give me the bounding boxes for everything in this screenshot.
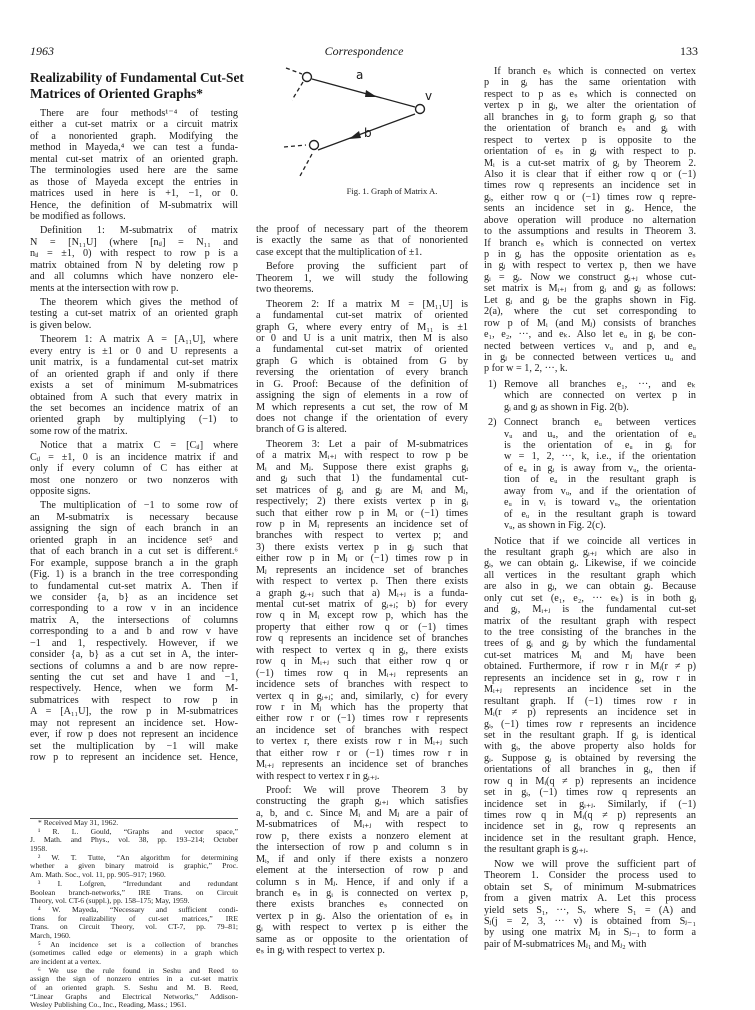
text-line: by using one matrix Mⱼ in Sⱼ₋₁ to form a [484,927,696,939]
text-line: ever, if row p does not represent an incidence [30,729,238,741]
text-line: may not represent an incidence set. How- [30,717,238,729]
text-line: the intersection of row p and column s in [256,842,468,854]
text-line: either row p in Mⱼ or (−1) times row p in [256,553,468,565]
text-line: Hence, the definition of M-submatrix will [30,199,238,211]
text-line: Also it is clear that if either row q or (−1) [484,168,696,180]
footnote-line: (sometimes called edge or elements) in a graph which [30,949,238,958]
text-line: incidence set in the resultant graph. Hence, [484,832,696,844]
text-line: Mᵢ and Mⱼ. Suppose there exist graphs gᵢ [256,461,468,473]
text-line: or 0 and U is a unit matrix, then M is also [256,332,468,344]
text-line: set matrices of gᵢ and gⱼ are Mᵢ and Mⱼ, [256,484,468,496]
right-column [484,66,696,950]
text-line: respectively; 2) there exists vertex p in gᵢ [256,496,468,508]
text-line: all branches in gᵢ to form graph gᵢ so that [484,111,696,123]
text-line: graph Ḡ which is obtained from G by [256,355,468,367]
text-line: branches with respect to vertex p; and [256,530,468,542]
text-line: with respect to vertex q in gᵢ, there exists [256,644,468,656]
text-line: of a nonoriented graph. Modifying the [30,130,238,142]
text-line: resultant graph. If (−1) times row r in [484,695,696,707]
text-line: 2(a), where the cut set corresponding to [484,306,696,318]
text-line: and gⱼ such that 1) the fundamental cut- [256,473,468,485]
text-line: opposite signs. [30,486,91,497]
article-title-line: Realizability of Fundamental Cut-Set [30,70,244,85]
text-line: element at the intersection of row p and [256,865,468,877]
text-line: Mᵢ₊ⱼ represents an incidence set of branches [256,759,468,771]
text-line: nected between vertices vᵤ and p, and eᵤ [484,340,696,352]
text-line: row q in Mᵢ(q ≠ p) represents an incidence [484,775,696,787]
text-line: the orientation of branch eₛ and gᵢ with [484,123,696,135]
text-line: row q represents an incidence set of branches [256,633,468,645]
text-line: consider {a, b} as a cut set in A, the inter- [30,649,238,661]
text-line: Remove all branches e₁, ···, and eₖ [504,378,696,390]
text-line: If branch eₛ which is connected on vertex [484,237,696,249]
text-line: graph G, where every entry of M₁₁ is ±1 [256,321,468,333]
text-line: only if every column of C has either at [30,463,238,475]
text-line: and gⱼ, Mᵢ₊ⱼ is the fundamental cut-set [484,604,696,616]
text-line: to fundamental cut-set matrix A. Then if [30,580,238,592]
text-line: Now we will prove the sufficient part of [494,858,696,870]
text-line: row p of Mᵢ (and Mⱼ) consists of branches [484,317,696,329]
page-number: 133 [680,44,698,58]
text-line: Theorem 2: If a matrix M = [M₁₁U] is [266,298,468,310]
text-line: For example, suppose branch a in the graph [30,557,238,569]
text-line: constructing the graph gᵢ₊ⱼ which satisfies [256,796,468,808]
text-line: mental cut-set matrix of an oriented graph. [30,153,238,165]
footnote-line: ⁶ We use the rule found in Seshu and Reed to [38,966,238,975]
vertex-node [310,141,319,150]
figure-1 [282,66,482,216]
text-line: we consider {a, b} as an incidence set [30,591,238,603]
text-line: gᵢ. Suppose gᵢ is obtained by reversing the [484,752,696,764]
footnote-line: Am. Math. Soc., vol. 11, pp. 905–917; 1960. [30,871,166,880]
text-line: gᵢ, either row q or (−1) times row q repre- [484,191,696,203]
edge-label-a: a [356,68,364,82]
footnote-line: * Received May 31, 1962. [38,819,119,827]
text-line: that of each branch in a cut set is different.⁶ [30,546,238,558]
text-line: testing a cut-set matrix of an oriented graph [30,308,238,320]
edge-label-b: b [364,126,372,140]
text-line: cut-set matrices Mᵢ and Mⱼ have been [484,649,696,661]
text-line: from a given matrix A. Let this process [484,893,696,905]
text-line: times row q represents an incidence set in [484,180,696,192]
text-line: If branch eₛ which is connected on vertex [494,66,696,77]
text-line: matrices used in here is +1, −1, or 0. [30,188,238,200]
text-line: incidence sets of branches with respect to [256,679,468,691]
text-line: the set becomes an incidence matrix of an [30,402,238,414]
text-line: Theorem 1, we will study the following [256,272,468,284]
text-line: set matrix is Mᵢ₊ⱼ from gᵢ and gⱼ as follows: [484,283,696,295]
running-header [30,44,698,60]
text-line: assigning the sign of each branch in an [30,523,238,535]
header-section: Correspondence [324,44,404,58]
text-line: all vertices in the resultant graph which [484,569,696,581]
text-line: is exactly the same as that of nonoriented [256,235,468,247]
text-line: −1 and 1, respectively. However, if we [30,637,238,649]
text-line: branch eₛ in gᵢ is connected on vertex p, [256,887,468,899]
text-line: to vertex r, there exists row r in Mᵢ₊ⱼ such [256,736,468,748]
text-line: either a cut-set matrix or a circuit matrix [30,119,238,131]
right-column-continuation [484,536,696,951]
text-line: Connect branch eᵤ between vertices [504,417,696,429]
text-line: 3) there exists vertex p in gⱼ such that [256,541,468,553]
footnote-line: of an oriented graph. S. Seshu and M. B. Reed, [30,984,238,993]
text-line: incidence set in gᵢ, row q represents an [484,821,696,833]
footnote-line: ² W. T. Tutte, “An algorithm for determining [38,853,238,862]
text-line: pair of M-submatrices Mⱼ₁ and Mⱼ₂ with [484,938,647,950]
text-line: assigning the sign of elements in a row of [256,390,468,402]
text-line: Cᵢⱼ = ±1, 0 is an incidence matrix if and [30,451,238,463]
footnote-line: assign the sign of nonzero entries in a cut-set matrix [30,975,238,984]
vertex-node-v [416,105,425,114]
text-line: in gⱼ be connected between vertices uᵤ and [484,351,696,363]
text-line: a graph gᵢ₊ⱼ such that a) Mᵢ₊ⱼ is a funda- [256,587,468,599]
text-line: gᵢ, (−1) times row r represents an incidence [484,718,696,730]
text-line: The theorem which gives the method of [40,297,238,308]
text-line: Definition 1: M-submatrix of matrix [40,225,238,237]
text-line: orientation of eₛ in gⱼ with respect to p. [484,146,696,158]
footnote-line: Wesley Publishing Co., Inc., Reading, Mass.; 1961. [30,1001,187,1010]
footnote-line: are incident at a vertex. [30,958,102,966]
text-line: times row q in Mᵢ(q ≠ p) represents an [484,810,696,821]
text-line: eₛ in gⱼ with respect to vertex p. [256,945,385,957]
text-line: set the multiplication by −1 will make [30,740,238,752]
text-line: reversing the orientation of every branch [256,367,468,379]
text-line: exists a set of minimum M-submatrices [30,380,238,392]
text-line: (Fig. 1) is a branch in the tree corresponding [30,569,238,581]
text-line: Theorem 1. Consider the process used to [484,870,696,882]
text-line: respectively. Hence, when we form M- [30,683,238,695]
header-year: 1963 [30,44,54,58]
text-line: an incidence set of branches with respect [256,724,468,736]
text-line: sections of columns a and b are now repre- [30,660,238,672]
text-line: p for w = 1, 2, ···, k. [484,363,568,375]
text-line: of a matrix Mᵢ₊ⱼ with respect to row p be [256,450,468,462]
footnote-line: Theory, vol. CT-6 (suppl.), pp. 158–175; May, 1959. [30,897,190,906]
text-line: w = 1, 2, ···, k, i.e., if the orientation [504,451,696,463]
text-line: oriented graph in an incidence set⁵ and [30,534,238,546]
text-line: in gⱼ with respect to vertex p, then we have [484,260,696,272]
text-line: case except that the multiplication of ±1. [256,246,422,258]
procedure-step [484,379,696,413]
text-line: row q in Mᵢ₊ⱼ such that either row q or [256,656,468,668]
text-line: p in gᵢ has the opposite orientation as eₛ [484,249,696,260]
text-line: obtained. Furthermore, if row r in Mᵢ(r ≠ p) [484,661,696,673]
right-column-body [484,66,696,375]
text-line: row p to represent an incidence set. Hence, [30,752,238,764]
text-line: Before proving the sufficient part of [266,261,468,273]
text-line: gᵢ with respect to vertex p is either the [256,922,468,934]
text-line: Mᵢ₊ⱼ represents an incidence set in the [484,684,696,696]
text-line: to the tree consisting of the branches in the [484,627,696,638]
text-line: two theorems. [256,284,314,296]
text-line: be modified as follows. [30,210,126,222]
text-line: above operation will produce no alternation [484,214,696,226]
text-line: senting the cut set and have 1 and −1, [30,672,238,683]
text-line: Proof: We will prove Theorem 3 by [266,785,468,796]
text-line: sents an incidence set in gᵢ. Hence, the [484,203,696,215]
text-line: corresponding to a row v in an incidence [30,603,238,615]
text-line: A = [A₁₁U], the row p in M-submatrices [30,706,238,718]
graph-diagram [282,66,482,186]
text-line: Mᵢ(r ≠ p) represents an incidence set in [484,707,696,719]
footnote-line: whether a given binary matroid is graphic,” Proc. [30,862,238,871]
text-line: does not change if the orientation of every [256,413,468,424]
text-line: vertex p in gⱼ, we alter the orientation of [484,100,696,112]
text-line: a, b, and c. Since Mᵢ and Mⱼ are a pair of [256,807,468,819]
text-line: vertex p in gⱼ. Also the orientation of eₛ in [256,910,468,922]
text-line: of an oriented graph if and only if there [30,368,238,380]
text-line: with respect to vertex p. Then there exists [256,576,468,588]
text-line: and all columns which have nonzero ele- [30,271,238,283]
text-line: same as or opposite to the orientation of [256,933,468,945]
text-line: respect to vertex p is opposite to the [484,134,696,146]
text-line: p in gᵢ has the same orientation with [484,77,696,89]
text-line: matrix A, the intersections of columns [30,614,238,626]
text-line: Mⱼ represents an incidence set of branches [256,564,468,576]
text-line: set in the resultant graph. If gᵢ is identical [484,729,696,741]
step-number: 2) [488,417,497,429]
text-line: There are four methods¹⁻⁴ of testing [40,108,238,119]
text-line: vᵤ and uᵤ, and the orientation of eᵤ [504,428,696,440]
text-line: the resultant graph is gᵢ₊ⱼ. [484,844,589,856]
text-line: Sⱼ(j = 2, 3, ··· v) is obtained from Sⱼ₋₁ [484,915,696,927]
text-line: orientations of all branches in gᵢ, then if [484,764,696,776]
text-line: ments at the intersection with row p. [30,282,179,294]
footnote-line: ⁴ W. Mayeda, “Necessary and sufficient condi- [38,905,238,914]
text-line: gᵢ, we can obtain gᵢ. Likewise, if we coincide [484,558,696,570]
text-line: represents an incidence set in gᵢ, row r in [484,672,696,684]
text-line: is the orientation of eᵤ in gᵢ for [504,440,696,451]
text-line: corresponding to a and b and row v have [30,626,238,638]
text-line: an M-submatrix is necessary because [30,511,238,523]
article-title [30,70,244,102]
text-line: respect to p as eₛ which is connected on [484,88,696,100]
text-line: tion of eᵤ in the resultant graph is [504,474,696,486]
text-line: method in Mayeda,⁴ we can test a funda- [30,142,238,154]
text-line: a fundamental cut-set matrix of oriented [256,310,468,322]
text-line: are also in gⱼ, we can obtain gⱼ. Because [484,581,696,593]
text-line: with respect to vertex r in gᵢ₊ⱼ. [256,770,380,782]
footnotes [30,818,238,1010]
text-line: yield sets S₁, ···, Sᵥ where S₁ = (A) and [484,904,696,916]
text-line: M-submatrices of Mᵢ₊ⱼ with respect to [256,819,468,831]
text-line: every entry is ±1 or 0 and U represents a [30,345,238,357]
text-line: incidence set in gᵢ₊ⱼ. Similarly, if (−1) [484,798,696,810]
vertex-label-v: v [425,89,433,103]
text-line: submatrices with respect to row p in [30,694,238,706]
article-title-line: Matrices of Oriented Graphs* [30,86,203,101]
text-line: unit matrix, is a fundamental cut-set matrix [30,357,238,369]
text-line: there exists branches eₛ connected on [256,899,468,911]
step-number: 1) [488,378,497,390]
text-line: e₁, e₂, ···, and eₖ. Also let eᵤ in gᵢ be con- [484,329,696,341]
text-line: The multiplication of −1 to some row of [40,500,238,512]
text-line: gᵢ = gᵢ. Now we construct gᵢ₊ⱼ whose cut- [484,271,696,283]
text-line: The terminologies used here are the same [30,165,238,177]
text-line: in G. Proof: Because of the definition of [256,378,468,390]
text-line: row p in Mᵢ represents an incidence set of [256,518,468,530]
text-line: away from vᵤ, and if the orientation of [504,485,696,497]
text-line: is given below. [30,319,92,331]
text-line: Theorem 1: A matrix A = [A₁₁U], where [40,334,238,346]
left-column-body [30,108,238,764]
text-line: eᵤ in vᵢ is toward vᵤ, the orientation [504,497,696,509]
footnote-line: 1958. [30,845,48,854]
text-line: row q in Mᵢ except row p, which has the [256,610,468,622]
text-line: branch of G is altered. [256,424,347,436]
text-line: vᵤ, as shown in Fig. 2(c). [504,520,606,532]
footnote-line: ⁵ An incidence set is a collection of branches [38,940,238,949]
text-line: with gᵢ, the above property also holds for [484,741,696,753]
text-line: column s in Mⱼ. Hence, if and only if a [256,876,468,888]
text-line: some row of the matrix. [30,425,128,437]
text-line: Notice that a matrix C = [Cᵢⱼ] where [40,440,238,452]
text-line: a fundamental cut-set matrix of oriented [256,344,468,356]
procedure-step [484,417,696,531]
text-line: the resultant graph gᵢ₊ⱼ which are also in [484,546,696,558]
text-line: that either row r or (−1) times row r in [256,747,468,759]
text-line: obtain set Sᵥ of minimum M-submatrices [484,881,696,893]
text-line: (−1) times row q in Mᵢ₊ⱼ represents an [256,667,468,679]
footnote-line: March, 1960. [30,931,71,940]
text-line: matrix obtained from N by deleting row p [30,259,238,271]
text-line: nᵢⱼ = ±1, 0) with respect to row p is a [30,248,238,260]
text-line: to the assumptions and results in Theorem 3. [484,226,696,238]
text-line: of eᵤ in gᵢ is away from vᵤ, the orienta- [504,462,696,474]
text-line: most one nonzero or two nonzeros with [30,474,238,486]
text-line: either row r or (−1) times row r represents [256,713,468,725]
text-line: of eᵤ in the resultant graph is toward [504,508,696,520]
text-line: row p, there exists a nonzero element at [256,830,468,842]
text-line: gᵢ and gⱼ as shown in Fig. 2(b). [504,401,629,413]
left-column [30,70,244,764]
text-line: Notice that if we coincide all vertices in [494,535,696,547]
text-line: Mᵢ, if and only if there exists a nonzero [256,853,468,865]
text-line: mental cut-set matrix of gᵢ₊ⱼ; b) for every [256,599,468,610]
text-line: obtained from A such that every matrix in [30,391,238,403]
text-line: M which represents a cut set, the row of M [256,401,468,413]
footnote-line: J. Math. and Phys., vol. 38, pp. 193–214; October [30,836,238,845]
middle-column [256,224,468,957]
footnote-line: ¹ R. L. Gould, “Graphs and vector space,” [38,827,238,836]
text-line: Theorem 3: Let a pair of M-submatrices [266,438,468,450]
text-line: only cut set (e₁, e₂, ··· eₖ) is in both gᵢ [484,592,696,604]
text-line: Mᵢ is a cut-set matrix of gᵢ by Theorem 2. [484,157,696,169]
footnote-line: ³ I. Lofgren, “Irredundant and redundant [38,879,238,888]
text-line: Let gᵢ and gⱼ be the graphs shown in Fig. [484,294,696,306]
text-line: matrix of the resultant graph with respect [484,615,696,627]
footnote-line: Boolean branch-networks,” IRE Trans. on Circuit [30,888,238,897]
text-line: such that either row p in Mᵢ or (−1) times [256,507,468,519]
text-line: set in gᵢ, (−1) times row q represents an [484,787,696,799]
text-line: vertex q in gᵢ₊ⱼ; and, similarly, c) for every [256,690,468,702]
text-line: row r in Mⱼ which has the property that [256,701,468,713]
text-line: oriented graph by multiplying (−1) to [30,414,238,426]
text-line: trees of gᵢ and gⱼ by which the fundamental [484,638,696,650]
footnote-line: “Linear Graphs and Electrical Networks,” Addison- [30,992,238,1001]
footnote-line: tions for realizability of cut-set matrices,” IRE [30,914,238,923]
text-line: N = [N₁₁U] (where [nᵢⱼ] = N₁₁ and [30,236,238,248]
footnote-line: Trans. on Circuit Theory, vol. CT-7, pp. 79–81; [30,923,238,932]
procedure-list [484,379,696,532]
vertex-node [303,73,312,82]
text-line: the proof of necessary part of the theorem [256,224,468,235]
text-line: property that either row q or (−1) times [256,621,468,633]
figure-caption: Fig. 1. Graph of Matrix A. [346,186,438,196]
text-line: which are connected on vertex p in [504,390,696,402]
text-line: as those of Mayeda except the entries in [30,176,238,188]
